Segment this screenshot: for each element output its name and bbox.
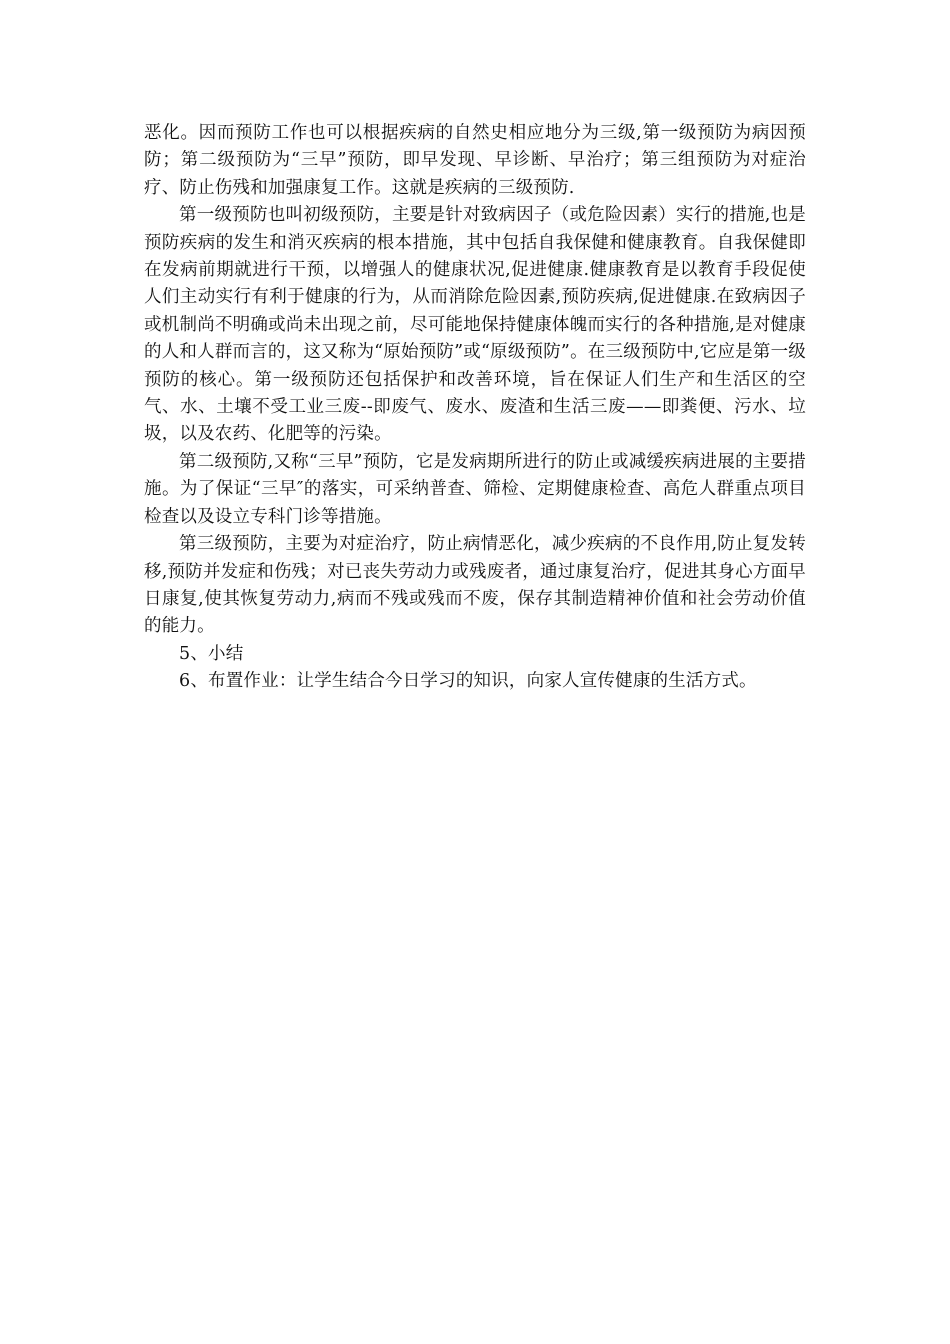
paragraph-primary-prevention: 第一级预防也叫初级预防，主要是针对致病因子（或危险因素）实行的措施,也是预防疾病的发生和消灭疾病的根本措施，其中包括自我保健和健康教育。自我保健即在发病前期就进行干预，以增强人的健康状况,促进健康.健康教育是以教育手段促使人们主动实行有利于健康的行为，从而消除危险因素,预防疾病,促进健康.在致病因子或机制尚不明确或尚未出现之前，尽可能地保持健康体魄而实行的各种措施,是对健康的人和人群而言的，这又称为“原始预防”或“原级预防”。在三级预防中,它应是第一级预防的核心。第一级预防还包括保护和改善环境，旨在保证人们生产和生活区的空气、水、土壤不受工业三废--即废气、废水、废渣和生活三废——即粪便、污水、垃圾，以及农药、化肥等的污染。 <box>144 205 806 445</box>
section-summary: 5、小结 <box>179 643 244 664</box>
paragraph-tertiary-prevention: 第三级预防，主要为对症治疗，防止病情恶化，减少疾病的不良作用,防止复发转移,预防并发症和伤残；对已丧失劳动力或残废者，通过康复治疗，促进其身心方面早日康复,使其恢复劳动力,病而不残或残而不废，保存其制造精神价值和社会劳动价值的能力。 <box>144 534 806 637</box>
paragraph-continuation: 恶化。因而预防工作也可以根据疾病的自然史相应地分为三级,第一级预防为病因预防；第二级预防为“三早”预防，即早发现、早诊断、早治疗；第三组预防为对症治疗、防止伤残和加强康复工作。这就是疾病的三级预防. <box>144 123 806 198</box>
paragraph-secondary-prevention: 第二级预防,又称“三早”预防，它是发病期所进行的防止或减缓疾病进展的主要措施。为了保证“三早″的落实，可采纳普查、筛检、定期健康检查、高危人群重点项目检查以及设立专科门诊等措施。 <box>144 451 806 527</box>
section-homework: 6、布置作业：让学生结合今日学习的知识，向家人宣传健康的生活方式。 <box>179 671 757 692</box>
document-body <box>144 120 806 696</box>
